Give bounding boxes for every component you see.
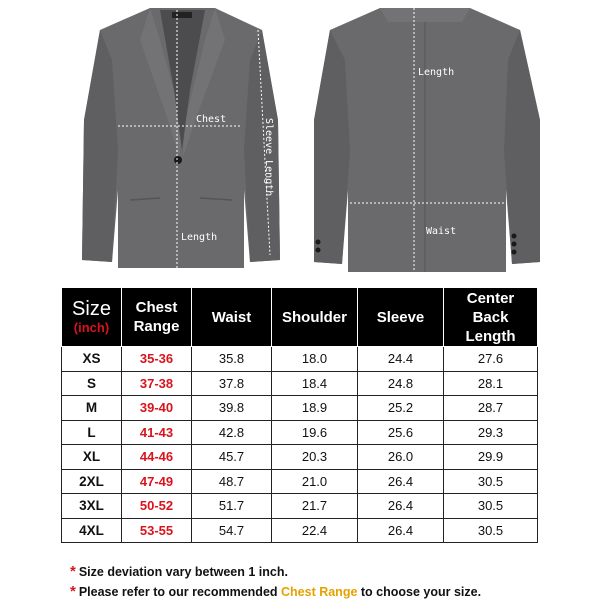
back-waist-label: Waist [426,226,457,237]
note-asterisk: * [70,563,76,580]
waist-cell: 54.7 [192,518,272,543]
sleeve-cell: 26.4 [358,494,444,519]
center-back-length-cell: 28.1 [444,371,538,396]
waist-cell: 35.8 [192,347,272,372]
shoulder-cell: 21.7 [272,494,358,519]
header-chest-line2: Range [133,318,180,335]
sleeve-cell: 26.4 [358,518,444,543]
sleeve-cell: 24.8 [358,371,444,396]
shoulder-cell: 22.4 [272,518,358,543]
waist-cell: 37.8 [192,371,272,396]
blazer-illustration [0,0,600,278]
size-cell: XS [62,347,122,372]
shoulder-cell: 21.0 [272,469,358,494]
table-body [62,347,538,543]
shoulder-cell: 18.9 [272,396,358,421]
front-sleeve-length-label: Sleeve Length [263,118,274,197]
header-center-back-length [444,288,538,347]
chest-range-cell: 39-40 [122,396,192,421]
note-chest-range-highlight: Chest Range [281,585,358,599]
blazer-figure [0,0,600,278]
table-row [62,494,538,519]
center-back-length-cell: 30.5 [444,494,538,519]
table-header-row [62,288,538,347]
chest-range-cell: 44-46 [122,445,192,470]
chest-range-cell: 53-55 [122,518,192,543]
size-cell: S [62,371,122,396]
note-recommendation-prefix: Please refer to our recommended [78,585,281,599]
back-length-label: Length [418,67,455,78]
note-deviation-text: Size deviation vary between 1 inch. [78,565,288,579]
center-back-length-cell: 28.7 [444,396,538,421]
size-notes [70,562,481,602]
table-row [62,371,538,396]
size-cell: L [62,420,122,445]
table-row [62,420,538,445]
shoulder-cell: 18.0 [272,347,358,372]
note-recommendation [70,582,481,602]
table-row [62,469,538,494]
header-sleeve: Sleeve [358,288,444,347]
waist-cell: 51.7 [192,494,272,519]
table-row [62,518,538,543]
table-row [62,445,538,470]
chest-range-cell: 35-36 [122,347,192,372]
size-cell: 2XL [62,469,122,494]
note-asterisk: * [70,583,76,600]
center-back-length-cell: 27.6 [444,347,538,372]
sleeve-cell: 26.4 [358,469,444,494]
size-cell: 3XL [62,494,122,519]
blazer-front-view [82,8,280,268]
front-length-label: Length [181,232,218,243]
header-chest-line1: Chest [135,299,178,316]
front-button [174,156,182,164]
header-center-line3: Length [465,327,516,345]
front-brand-label [172,12,192,18]
chest-range-cell: 37-38 [122,371,192,396]
front-chest-label: Chest [196,114,227,125]
shoulder-cell: 19.6 [272,420,358,445]
table-row [62,396,538,421]
shoulder-cell: 20.3 [272,445,358,470]
note-recommendation-suffix: to choose your size. [357,585,482,599]
sleeve-cell: 25.6 [358,420,444,445]
size-table [61,287,538,543]
chest-range-cell: 50-52 [122,494,192,519]
header-chest-range [122,288,192,347]
size-cell: 4XL [62,518,122,543]
header-waist: Waist [192,288,272,347]
waist-cell: 39.8 [192,396,272,421]
center-back-length-cell: 29.9 [444,445,538,470]
center-back-length-cell: 30.5 [444,469,538,494]
header-center-line2: Back [472,308,509,326]
sleeve-cell: 24.4 [358,347,444,372]
table-row [62,347,538,372]
sleeve-cell: 26.0 [358,445,444,470]
center-back-length-cell: 30.5 [444,518,538,543]
waist-cell: 45.7 [192,445,272,470]
chest-range-cell: 47-49 [122,469,192,494]
center-back-length-cell: 29.3 [444,420,538,445]
back-collar [380,8,470,22]
waist-cell: 42.8 [192,420,272,445]
size-chart [61,287,538,543]
size-cell: XL [62,445,122,470]
waist-cell: 48.7 [192,469,272,494]
header-size-unit: (inch) [73,320,110,335]
note-deviation [70,562,481,582]
chest-range-cell: 41-43 [122,420,192,445]
header-size [62,288,122,347]
header-shoulder: Shoulder [272,288,358,347]
header-center-line1: Center [466,289,515,307]
size-cell: M [62,396,122,421]
header-size-label: Size [72,298,111,320]
shoulder-cell: 18.4 [272,371,358,396]
sleeve-cell: 25.2 [358,396,444,421]
